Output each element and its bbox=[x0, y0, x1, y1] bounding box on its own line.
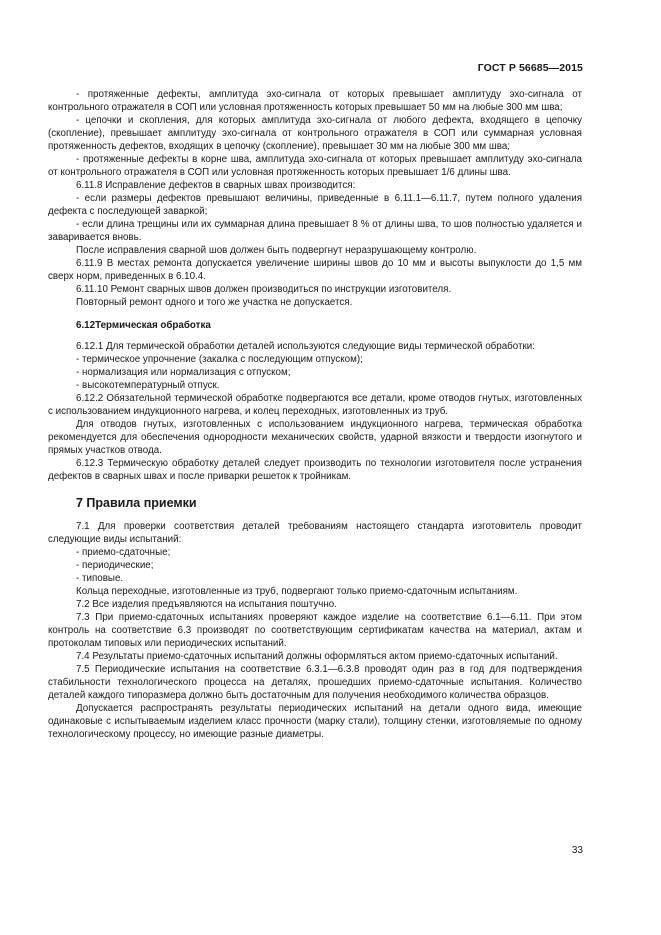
paragraph: - если длина трещины или их суммарная длина превышает 8 % от длины шва, то шов полностью удаляется и заваривается вновь. bbox=[48, 219, 582, 243]
paragraph-group-acceptance bbox=[48, 520, 582, 741]
paragraph: Для отводов гнутых, изготовленных с использованием индукционного нагрева, термическая обработка рекомендуется для обеспечения однородности механических свойств, ударной вязкости и твердости изогнутого и прямых участков отвода. bbox=[48, 419, 582, 456]
standard-header: ГОСТ Р 56685—2015 bbox=[477, 62, 583, 74]
paragraph: Допускается распространять результаты периодических испытаний на детали одного вида, имеющие одинаковые с испытываемым изделием класс прочности (марку стали), толщину стенки, изготовляемые по одному технологическому процессу, но имеющие разные диаметры. bbox=[48, 703, 582, 740]
paragraph: - протяженные дефекты, амплитуда эхо-сигнала от которых превышает амплитуду эхо-сигнала от контрольного отражателя в СОП или условная протяженность которых превышает 50 мм на любые 300 мм шва; bbox=[48, 89, 582, 113]
page-number: 33 bbox=[571, 845, 583, 856]
paragraph: Кольца переходные, изготовленные из труб, подвергают только приемо-сдаточным испытаниям. bbox=[76, 586, 518, 597]
paragraph: 6.12.1 Для термической обработки деталей используются следующие виды термической обработки: bbox=[76, 341, 535, 352]
paragraph: - высокотемпературный отпуск. bbox=[76, 380, 220, 391]
section-heading-6-12: 6.12Термическая обработка bbox=[76, 320, 211, 331]
paragraph: 6.12.2 Обязательной термической обработке подвергаются все детали, кроме отводов гнутых, изготовленных с использованием индукционного нагрева, и колец переходных, изготовленных из труб. bbox=[48, 393, 582, 417]
chapter-heading-7: 7 Правила приемки bbox=[76, 496, 197, 510]
paragraph: 6.11.9 В местах ремонта допускается увеличение ширины швов до 10 мм и высоты выпуклости до 1,5 мм сверх норм, приведенных в 6.10.4. bbox=[48, 258, 582, 282]
paragraph: 7.1 Для проверки соответствия деталей требованиям настоящего стандарта изготовитель проводит следующие виды испытаний: bbox=[48, 521, 582, 545]
paragraph: - приемо-сдаточные; bbox=[76, 547, 171, 558]
paragraph: 7.3 При приемо-сдаточных испытаниях проверяют каждое изделие на соответствие 6.1—6.11. При этом контроль на соответствие 6.3 производят по соответствующим сертификатам качества на материал, актам и протоколам типовых или периодических испытаний. bbox=[48, 612, 582, 649]
paragraph: 7.2 Все изделия предъявляются на испытания поштучно. bbox=[76, 599, 337, 610]
paragraph: - типовые. bbox=[76, 573, 124, 584]
paragraph: После исправления сварной шов должен быть подвергнут неразрушающему контролю. bbox=[76, 245, 477, 256]
paragraph-group-heat-treatment bbox=[48, 340, 582, 483]
paragraph: - термическое упрочнение (закалка с последующим отпуском); bbox=[76, 354, 363, 365]
paragraph: 6.11.10 Ремонт сварных швов должен производиться по инструкции изготовителя. bbox=[76, 284, 452, 295]
paragraph: - протяженные дефекты в корне шва, амплитуда эхо-сигнала от которых превышает амплитуду эхо-сигнала от контрольного отражателя в СОП или условная протяженность которых превышает 1/6 длины шва. bbox=[48, 154, 582, 178]
paragraph-group-defects bbox=[48, 88, 582, 309]
paragraph: Повторный ремонт одного и того же участка не допускается. bbox=[76, 297, 353, 308]
paragraph: 6.12.3 Термическую обработку деталей следует производить по технологии изготовителя после устранения дефектов в сварных швах и после приварки решеток к тройникам. bbox=[48, 458, 582, 482]
page-content bbox=[48, 88, 582, 741]
paragraph: 7.4 Результаты приемо-сдаточных испытаний должны оформляться актом приемо-сдаточных испытаний. bbox=[76, 651, 558, 662]
paragraph: - периодические; bbox=[76, 560, 154, 571]
paragraph: 7.5 Периодические испытания на соответствие 6.3.1—6.3.8 проводят один раз в год для подтверждения стабильности технологического процесса на деталях, прошедших приемо-сдаточные испытания. Количество деталей каждого типоразмера должно быть достаточным для получения необходимого количества образцов. bbox=[48, 664, 582, 701]
paragraph: - если размеры дефектов превышают величины, приведенные в 6.11.1—6.11.7, путем полного удаления дефекта с последующей заваркой; bbox=[48, 193, 582, 217]
paragraph: - нормализация или нормализация с отпуском; bbox=[76, 367, 291, 378]
paragraph: 6.11.8 Исправление дефектов в сварных швах производится: bbox=[76, 180, 356, 191]
paragraph: - цепочки и скопления, для которых амплитуда эхо-сигнала от любого дефекта, входящего в цепочку (скопление), превышает амплитуду эхо-сигнала от контрольного отражателя в СОП или суммарная условная протяженность дефектов, входящих в цепочку (скопление), превышает 30 мм на любые 300 мм шва; bbox=[48, 115, 582, 152]
